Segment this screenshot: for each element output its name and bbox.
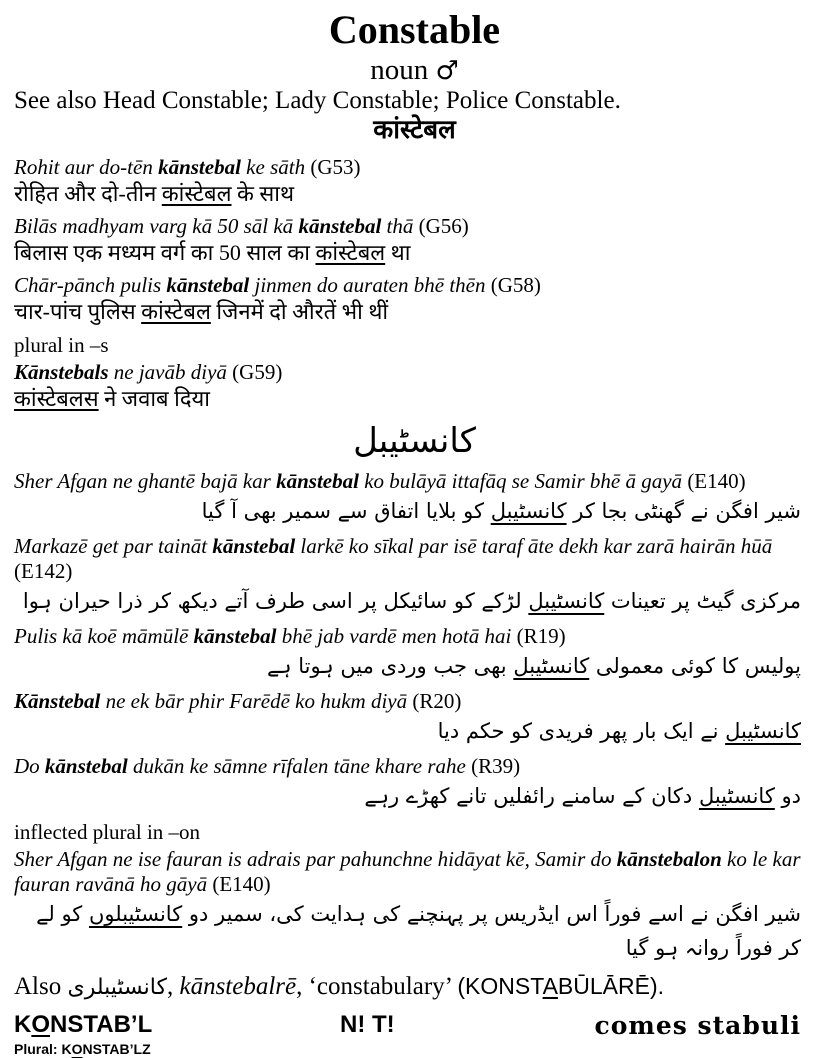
hindi-headword: कांस्टेबल — [373, 115, 456, 144]
example-block-g58 — [14, 273, 815, 326]
source-ref: (G56) — [418, 214, 469, 238]
urdu-post: کو بلایا اتفاق سے سمیر بھی آ گیا — [201, 499, 491, 523]
also-lead: Also — [14, 973, 68, 1000]
source-ref: (R39) — [471, 754, 521, 778]
male-gender-icon: ♂ — [435, 56, 459, 86]
hindi-post: जिनमें दो औरतें भी थीं — [210, 299, 389, 324]
roman-post: ko le kar fauran ravānā ho gāyā — [14, 847, 801, 896]
example-block-g53 — [14, 155, 815, 208]
hindi-post: के साथ — [231, 181, 295, 206]
example-block-r19 — [14, 624, 815, 683]
plural-underlined: O — [71, 1041, 83, 1057]
example-block-e140b — [14, 847, 815, 965]
urdu-line — [14, 897, 815, 965]
also-pron-pre: (KONST — [457, 973, 543, 999]
also-pron-underlined: A — [542, 973, 558, 999]
roman-keyword: kānstebal — [166, 273, 250, 297]
urdu-keyword: کانسٹیبل — [528, 589, 605, 613]
also-gloss: , ‘constabulary’ — [296, 973, 458, 1000]
urdu-post: بھی جب وردی میں ہوتا ہے — [267, 654, 514, 678]
pronunciation-key — [14, 1011, 152, 1039]
roman-keyword: kānstebal — [158, 155, 241, 179]
roman-post: bhē jab vardē men hotā hai — [276, 624, 517, 648]
roman-post: thā — [381, 214, 419, 238]
hindi-post: था — [385, 240, 411, 265]
urdu-pre: مرکزی گیٹ پر تعینات — [604, 589, 801, 613]
also-pron-post: BŪLĀRĒ). — [557, 973, 665, 999]
pron-post: NSTAB’L — [50, 1011, 153, 1038]
roman-keyword: kānstebal — [44, 754, 128, 778]
urdu-pre: پولیس کا کوئی معمولی — [589, 654, 801, 678]
urdu-keyword: کانسٹیبل — [698, 784, 775, 808]
pron-pre: K — [14, 1011, 32, 1038]
source-ref: (G53) — [310, 155, 361, 179]
urdu-keyword: کانسٹیبل — [725, 719, 801, 743]
roman-line — [14, 847, 815, 897]
roman-pre: Pulis kā koē māmūlē — [14, 624, 194, 648]
hindi-line — [14, 298, 815, 326]
urdu-line — [14, 779, 815, 813]
roman-line — [14, 534, 815, 584]
source-ref: (R20) — [412, 689, 462, 713]
hindi-pre: चार-पांच पुलिस — [14, 299, 142, 324]
example-block-e142 — [14, 534, 815, 618]
roman-line — [14, 214, 815, 239]
source-ref: (E140) — [212, 872, 271, 896]
urdu-headword: کانسٹیبل — [353, 421, 476, 461]
also-urdu-word: کانسٹیبلری — [67, 975, 167, 1000]
plural-pronunciation — [14, 1041, 815, 1058]
urdu-pre: شیر افگن نے اسے فوراً اس ایڈریس پر پہنچنے کی ہدایت کی، سمیر دو — [182, 902, 801, 926]
see-also-line: See also Head Constable; Lady Constable; Police Constable. — [14, 87, 621, 114]
roman-line — [14, 273, 815, 298]
also-sep: , — [166, 973, 180, 1000]
example-block-r20 — [14, 689, 815, 748]
roman-line — [14, 155, 815, 180]
urdu-post: لڑکے کو سائیکل پر اسی طرف آتے دیکھ کر ذرا حیران ہوا — [22, 589, 529, 613]
hindi-post: ने जवाब दिया — [98, 386, 210, 411]
roman-pre: Rohit aur do-tēn — [14, 155, 159, 179]
pron-underlined: O — [31, 1011, 51, 1038]
roman-line — [14, 689, 815, 714]
part-of-speech-line — [14, 54, 815, 87]
urdu-post: نے ایک بار پھر فریدی کو حکم دیا — [437, 719, 726, 743]
roman-line — [14, 360, 815, 385]
urdu-post: کو لے کر فوراً روانہ ہو گیا — [36, 902, 801, 960]
roman-post: ko bulāyā ittafāq se Samir bhē ā gayā — [358, 469, 688, 493]
roman-post: larkē ko sīkal par isē taraf āte dekh kar zarā hairān hūā — [295, 534, 773, 558]
hindi-keyword: कांस्टेबल — [161, 181, 232, 206]
roman-keyword: kānstebal — [298, 214, 382, 238]
urdu-keyword: کانسٹیبل — [490, 499, 567, 523]
roman-line — [14, 469, 815, 494]
roman-keyword: kānstebal — [193, 624, 277, 648]
urdu-pre: دو — [774, 784, 801, 808]
plural-post: NSTAB’LZ — [82, 1041, 151, 1057]
roman-line — [14, 754, 815, 779]
roman-keyword: kānstebal — [212, 534, 296, 558]
urdu-line — [14, 649, 815, 683]
urdu-post: دکان کے سامنے رائفلیں تانے کھڑے رہے — [364, 784, 699, 808]
hindi-keyword: कांस्टेबलस — [14, 386, 99, 411]
also-transliteration: kānstebalrē — [179, 973, 297, 1000]
roman-pre: Markazē get par taināt — [14, 534, 213, 558]
stress-note: N! T! — [340, 1011, 395, 1038]
example-block-g56 — [14, 214, 815, 267]
urdu-line — [14, 584, 815, 618]
source-ref: (G58) — [490, 273, 541, 297]
etymology-text: comes stabuli — [594, 1011, 801, 1040]
roman-keyword: kānstebalon — [616, 847, 722, 871]
source-ref: (E142) — [14, 559, 73, 583]
hindi-line — [14, 385, 815, 413]
plural-note: plural in –s — [14, 333, 109, 357]
example-block-e140 — [14, 469, 815, 528]
urdu-line — [14, 494, 815, 528]
roman-pre: Chār-pānch pulis — [14, 273, 167, 297]
example-block-r39 — [14, 754, 815, 813]
roman-keyword: Kānstebal — [14, 689, 101, 713]
roman-post: ne javāb diyā — [108, 360, 233, 384]
inflected-plural-note: inflected plural in –on — [14, 820, 201, 844]
hindi-keyword: कांस्टेबल — [141, 299, 211, 324]
roman-line — [14, 624, 815, 649]
part-of-speech: noun — [370, 54, 429, 86]
roman-post: jinmen do auraten bhē thēn — [249, 273, 491, 297]
hindi-line — [14, 239, 815, 267]
roman-keyword: Kānstebals — [14, 360, 109, 384]
roman-post: dukān ke sāmne rīfalen tāne khare rahe — [127, 754, 472, 778]
roman-keyword: kānstebal — [276, 469, 359, 493]
roman-pre: Do — [14, 754, 45, 778]
source-ref: (R19) — [516, 624, 566, 648]
roman-post: ke sāth — [240, 155, 311, 179]
hindi-line — [14, 180, 815, 208]
example-block-g59 — [14, 360, 815, 413]
roman-pre: Bilās madhyam varg kā 50 sāl kā — [14, 214, 299, 238]
etymology-row — [14, 1011, 815, 1039]
roman-pre: Sher Afgan ne ghantē bajā kar — [14, 469, 277, 493]
urdu-keyword: کانسٹیبل — [513, 654, 590, 678]
hindi-keyword: कांस्टेबल — [315, 240, 386, 265]
urdu-line — [14, 714, 815, 748]
source-ref: (E140) — [687, 469, 746, 493]
source-ref: (G59) — [232, 360, 283, 384]
roman-pre: Sher Afgan ne ise fauran is adrais par pahunchne hidāyat kē, Samir do — [14, 847, 617, 871]
urdu-pre: شیر افگن نے گھنٹی بجا کر — [566, 499, 801, 523]
hindi-pre: रोहित और दो-तीन — [14, 181, 162, 206]
hindi-pre: बिलास एक मध्यम वर्ग का 50 साल का — [14, 240, 316, 265]
plural-pre: Plural: K — [14, 1041, 72, 1057]
roman-post: ne ek bār phir Farēdē ko hukm diyā — [100, 689, 413, 713]
also-line — [14, 971, 815, 1003]
urdu-keyword: کانسٹیبلوں — [88, 902, 183, 926]
entry-headword: Constable — [328, 7, 501, 52]
